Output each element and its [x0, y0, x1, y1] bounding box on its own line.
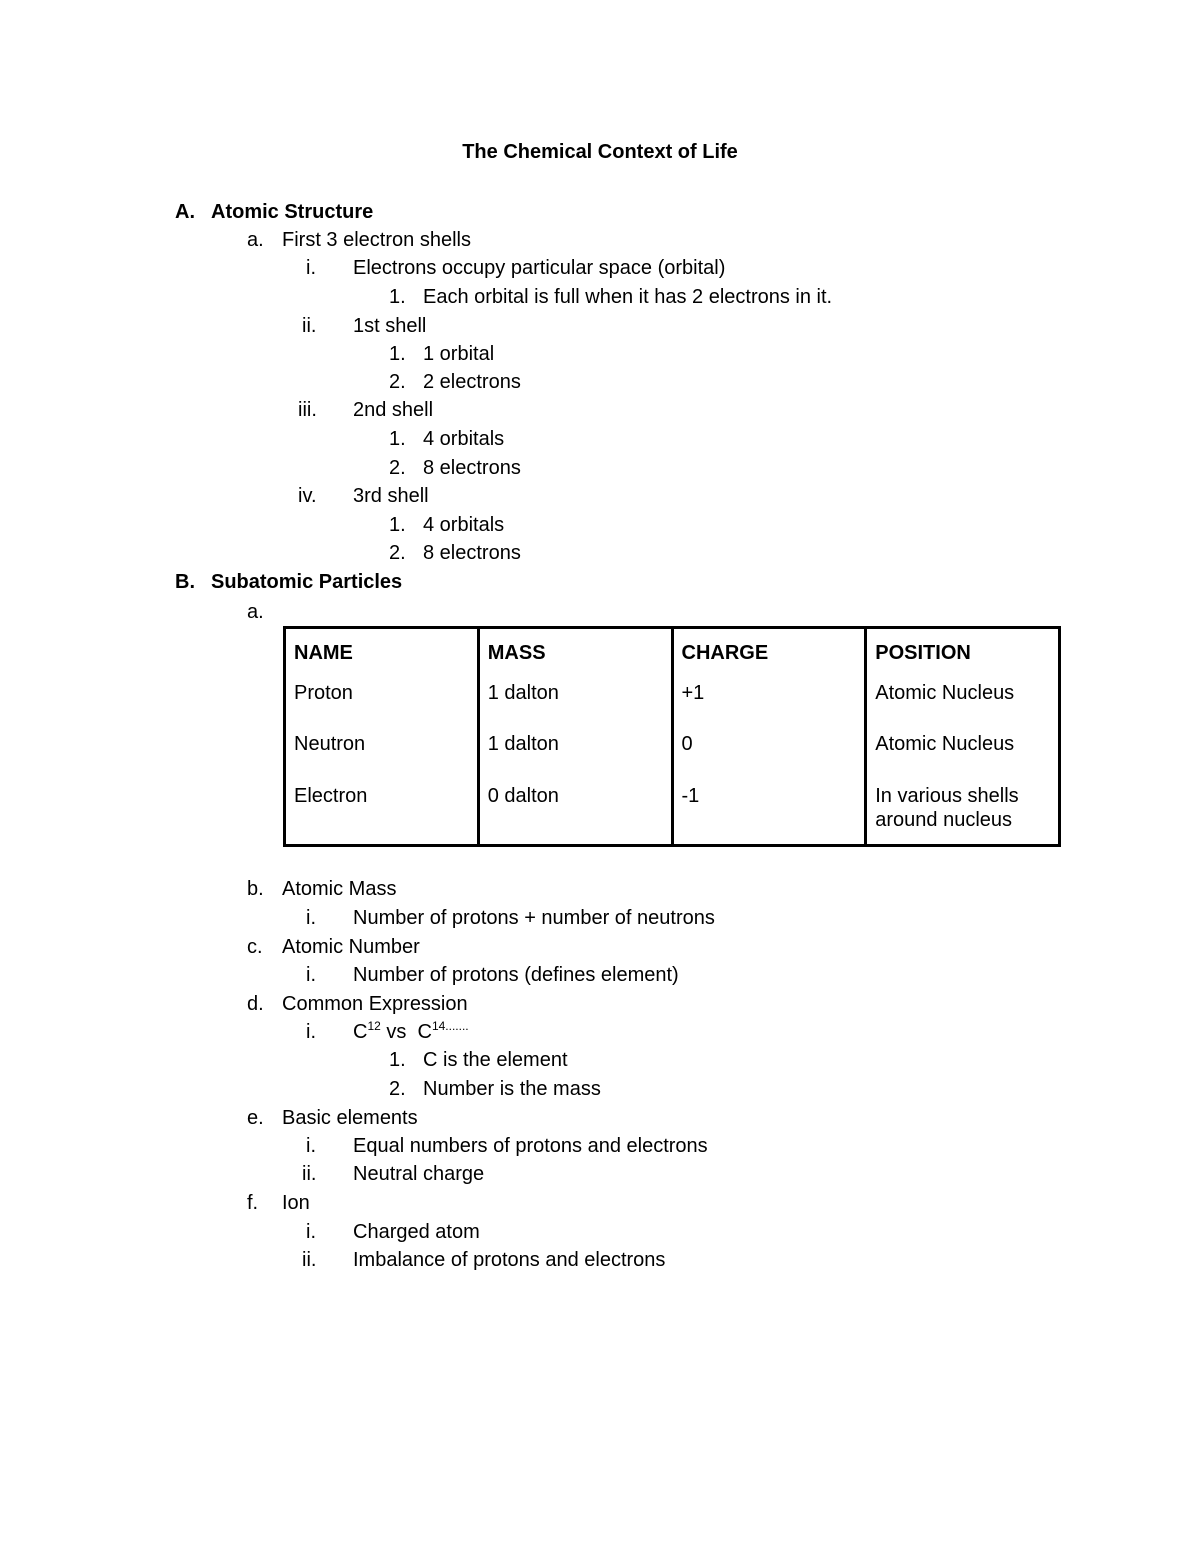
list-marker: 1.	[389, 343, 406, 365]
list-item-text: Common Expression	[282, 993, 468, 1015]
list-item-text: C is the element	[423, 1049, 568, 1071]
list-marker: ii.	[302, 1163, 317, 1185]
table-cell: 0 dalton	[478, 784, 672, 845]
table-cell: +1	[672, 681, 866, 733]
table-cell: 1 dalton	[478, 681, 672, 733]
mass-superscript: 12	[367, 1019, 381, 1033]
list-marker: 2.	[389, 371, 406, 393]
list-marker: i.	[306, 907, 316, 929]
list-item-text: First 3 electron shells	[282, 229, 471, 251]
table-cell: Atomic Nucleus	[866, 732, 1060, 784]
list-item-text: Number of protons + number of neutrons	[353, 907, 715, 929]
list-marker: b.	[247, 878, 264, 900]
table-cell: 0	[672, 732, 866, 784]
list-marker: a.	[247, 229, 264, 251]
list-marker: iii.	[298, 399, 317, 421]
section-b-heading: Subatomic Particles	[211, 571, 403, 593]
list-marker: 2.	[389, 542, 406, 564]
table-cell: 1 dalton	[478, 732, 672, 784]
table-cell: Electron	[285, 784, 479, 845]
list-marker: f.	[247, 1192, 259, 1214]
table-header-row	[285, 628, 1060, 681]
list-item-text: Number of protons (defines element)	[353, 964, 679, 986]
expression-text: vs C	[380, 1021, 432, 1043]
list-marker: 2.	[389, 457, 406, 479]
table-header-cell: NAME	[285, 628, 479, 681]
element-symbol: C	[353, 1021, 368, 1043]
table-cell: Neutron	[285, 732, 479, 784]
list-item-text: Atomic Mass	[282, 878, 397, 900]
subatomic-particles-table	[283, 626, 1061, 847]
list-item-text: Neutral charge	[353, 1163, 485, 1185]
list-marker: 1.	[389, 428, 406, 450]
list-marker: e.	[247, 1107, 264, 1129]
isotope-expression	[353, 1020, 469, 1044]
list-item-text: Imbalance of protons and electrons	[353, 1249, 666, 1271]
table-cell: Atomic Nucleus	[866, 681, 1060, 733]
list-item-text: 3rd shell	[353, 485, 429, 507]
list-marker: i.	[306, 964, 316, 986]
list-item-text: 2 electrons	[423, 371, 521, 393]
section-b-marker: B.	[175, 571, 195, 593]
table-header-cell: CHARGE	[672, 628, 866, 681]
list-item-text: Atomic Number	[282, 936, 420, 958]
table-row	[285, 732, 1060, 784]
table-row	[285, 784, 1060, 845]
list-marker: a.	[247, 601, 264, 623]
mass-superscript: 14.......	[431, 1019, 469, 1033]
list-item-text: 1st shell	[353, 315, 427, 337]
list-marker: iv.	[298, 485, 317, 507]
list-item-text: 1 orbital	[423, 343, 495, 365]
list-marker: 2.	[389, 1078, 406, 1100]
table-cell: In various shells around nucleus	[866, 784, 1060, 845]
list-marker: i.	[306, 257, 316, 279]
section-a-heading: Atomic Structure	[211, 201, 374, 223]
table-cell: Proton	[285, 681, 479, 733]
list-item-text: Charged atom	[353, 1221, 480, 1243]
list-marker: i.	[306, 1135, 316, 1157]
list-marker: 1.	[389, 514, 406, 536]
list-item-text: Each orbital is full when it has 2 electrons in it.	[423, 286, 833, 308]
list-marker: 1.	[389, 1049, 406, 1071]
page-title: The Chemical Context of Life	[462, 141, 738, 163]
table-row	[285, 681, 1060, 733]
list-marker: i.	[306, 1221, 316, 1243]
list-item-text: Ion	[282, 1192, 310, 1214]
list-item-text: 4 orbitals	[423, 428, 505, 450]
table-cell: -1	[672, 784, 866, 845]
table-header-cell: MASS	[478, 628, 672, 681]
list-item-text: Basic elements	[282, 1107, 418, 1129]
list-item-text: 8 electrons	[423, 457, 521, 479]
list-marker: 1.	[389, 286, 406, 308]
list-item-text: Electrons occupy particular space (orbital)	[353, 257, 726, 279]
list-item-text: Number is the mass	[423, 1078, 601, 1100]
section-a-marker: A.	[175, 201, 195, 223]
list-item-text: 8 electrons	[423, 542, 521, 564]
table-header-cell: POSITION	[866, 628, 1060, 681]
list-marker: ii.	[302, 1249, 317, 1271]
list-marker: c.	[247, 936, 263, 958]
list-item-text: Equal numbers of protons and electrons	[353, 1135, 708, 1157]
list-marker: d.	[247, 993, 264, 1015]
list-marker: i.	[306, 1021, 316, 1043]
list-marker: ii.	[302, 315, 317, 337]
list-item-text: 2nd shell	[353, 399, 434, 421]
list-item-text: 4 orbitals	[423, 514, 505, 536]
